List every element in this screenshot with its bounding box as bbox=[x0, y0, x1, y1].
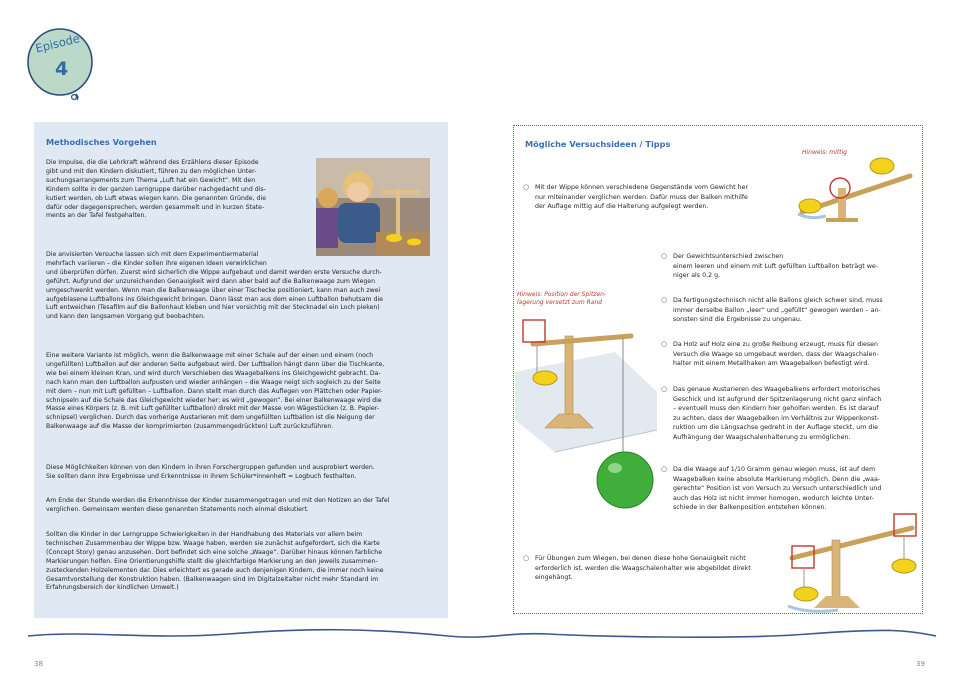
text-line: Eine weitere Variante ist möglich, wenn die Balkenwaage mit einer Schale auf der einen und einem (noch bbox=[46, 352, 374, 359]
text-line: Geschick und ist aufgrund der Spitzenlagerung nicht ganz einfach bbox=[673, 395, 882, 403]
text-line: halter mit einem Metallhaken am Waagebalken befestigt wird. bbox=[673, 360, 870, 368]
text-line: mit dem – nun mit Luft gefüllten – Luftballon. Dann stellt man durch das Auflegen von Plättchen oder Papier- bbox=[46, 387, 383, 395]
text-line: einem leeren und einem mit Luft gefüllten Luftballon beträgt we- bbox=[673, 262, 878, 270]
text-line: Diese Möglichkeiten können von den Kindern in ihren Forschergruppen gefunden und ausprobiert werden. bbox=[46, 464, 375, 471]
text-line: geführt. Aufgrund der unzureichenden Genauigkeit wird dann aber bald auf die Balkenwaage zum Wiegen bbox=[46, 277, 376, 285]
hint-offset-label bbox=[517, 291, 606, 307]
text-line: schnipsel) verglichen. Durch das vorherige Austarieren mit dem ungefüllten Luftballon ist die Neigung der bbox=[46, 414, 375, 422]
tip-practice bbox=[523, 554, 751, 583]
text-line: der Auflage mittig auf die Halterung aufgelegt werden. bbox=[535, 203, 709, 211]
tip-precision bbox=[661, 465, 881, 513]
text-line: Luft entweichen (Tesafilm auf die Ballonhaut kleben und hier vorsichtig mit der Stecknadel ein Loch pieken) bbox=[46, 304, 380, 312]
text-line: lagerung versetzt zum Rand bbox=[517, 299, 603, 306]
tip-balancing bbox=[661, 385, 881, 443]
intro-paragraph bbox=[46, 159, 266, 221]
text-line: Balkenwaage auf die Masse der komprimierten (zusammengedrückten) Luft zurückzuführen. bbox=[46, 423, 334, 431]
tip-seesaw bbox=[523, 183, 748, 212]
text-line: Das genaue Austarieren des Waagebalkens erfordert motorisches bbox=[673, 386, 881, 393]
text-line: auch das Holz ist nicht immer homogen, wodurch leichte Unter- bbox=[673, 494, 874, 502]
bullet-icon: ○ bbox=[661, 252, 668, 260]
children-experiment-photo bbox=[316, 158, 430, 256]
method-title: Methodisches Vorgehen bbox=[46, 137, 157, 147]
episode-label: Episode bbox=[34, 31, 82, 56]
text-line: kutiert werden, ob Luft etwas wiegen kann. Die genannten Gründe, die bbox=[46, 194, 266, 202]
text-line: und überprüfen dürfen. Zuerst wird sicherlich die Wippe aufgebaut und damit werden erste Versuche durch- bbox=[46, 268, 382, 276]
text-line: Die Impulse, die die Lehrkraft während des Erzählens dieser Episode bbox=[46, 159, 259, 166]
text-line: Für Übungen zum Wiegen, bei denen diese hohe Genauigkeit nicht bbox=[535, 555, 746, 562]
text-line: ungefüllten) Luftballon auf der anderen Seite aufgebaut wird. Der Luftballon hängt dann über die Tischkante, bbox=[46, 360, 385, 368]
groups-paragraph bbox=[46, 464, 375, 482]
text-line: technischen Zusammenbau der Wippe bzw. Waage haben, werden sie zunächst aufgefordert, sich die Karte bbox=[46, 539, 380, 547]
text-line: nach kann man den Luftballon aufpusten und wieder anhängen – die Waage neigt sich sogleich zu der Seite bbox=[46, 378, 381, 386]
text-line: Mit der Wippe können verschiedene Gegenstände vom Gewicht her bbox=[535, 184, 749, 191]
text-line: Da Holz auf Holz eine zu große Reibung erzeugt, muss für diesen bbox=[673, 341, 879, 348]
text-line: Am Ende der Stunde werden die Erkenntnisse der Kinder zusammengetragen und mit den Notizen an der Tafel bbox=[46, 497, 390, 504]
text-line: Markierungen helfen. Eine Orientierungshilfe stellt die gleichfarbige Markierung an den jeweils zusammen- bbox=[46, 557, 378, 565]
text-line: zu achten, dass der Waagebalken im Verhältnis zur Wippenkonst- bbox=[673, 414, 880, 422]
text-line: gibt und mit den Kindern diskutiert, führen zu den möglichen Unter- bbox=[46, 167, 257, 175]
page-number-right: 39 bbox=[916, 660, 925, 668]
text-line: Versuch die Waage so umgebaut werden, dass der Waagschalen- bbox=[673, 350, 879, 358]
bullet-icon: ○ bbox=[523, 183, 530, 191]
text-line: Die anvisierten Versuche lassen sich mit dem Experimentiermaterial bbox=[46, 251, 259, 258]
text-line: immer derselbe Ballon „leer“ und „gefüllt“ gewogen werden – an- bbox=[673, 306, 881, 314]
text-line: aufgeblasene Luftballons ins Gleichgewicht bringen. Dann lässt man aus dem einen Luftballon behutsam die bbox=[46, 295, 383, 303]
text-line: schnipseln auf die Schale das Gleichgewicht wieder her: es wird „gewogen“. Bei einer Balkenwaage wird die bbox=[46, 396, 382, 404]
text-line: Sie sollten dann ihre Ergebnisse und Erkenntnisse in ihrem Schüler*innenheft = Logbuch festhalten. bbox=[46, 472, 357, 480]
text-line: sonsten sind die Ergebnisse zu ungenau. bbox=[673, 316, 802, 324]
text-line: erforderlich ist, werden die Waagschalenhalter wie abgebildet direkt bbox=[535, 564, 751, 572]
text-line: umgeschwenkt werden. Wenn man die Balkenwaage über einer Tischecke positioniert, kann man auch zwei bbox=[46, 286, 381, 294]
text-line: gerechte“ Position ist von Versuch zu Versuch unterschiedlich und bbox=[673, 485, 882, 493]
text-line: mehrfach variieren – die Kinder sollen ihre eigenen Ideen verwirklichen bbox=[46, 259, 267, 267]
seesaw-illustration bbox=[796, 154, 920, 226]
bullet-icon: ○ bbox=[661, 296, 668, 304]
hint-centered-label: Hinweis: mittig bbox=[802, 149, 847, 156]
bullet-icon: ○ bbox=[661, 385, 668, 393]
text-line: suchungsarrangements zum Thema „Luft hat ein Gewicht“. Mit den bbox=[46, 176, 256, 184]
text-line: – eventuell muss den Kindern hier geholfen werden. Es ist darauf bbox=[673, 405, 879, 413]
tip-friction bbox=[661, 340, 879, 369]
balance-balloon-illustration bbox=[515, 312, 657, 512]
episode-number: 4 bbox=[55, 58, 69, 80]
double-pan-illustration bbox=[788, 510, 918, 614]
text-line: Da fertigungstechnisch nicht alle Ballons gleich schwer sind, muss bbox=[673, 297, 883, 304]
text-line: und kann den langsamen Vorgang gut beobachten. bbox=[46, 313, 205, 321]
wavy-divider bbox=[28, 620, 936, 650]
text-line: niger als 0,2 g. bbox=[673, 272, 721, 280]
tip-weight-difference bbox=[661, 252, 878, 281]
bullet-icon: ○ bbox=[661, 465, 668, 473]
text-line: Erfahrungsbereich der kindlichen Umwelt.) bbox=[46, 584, 179, 592]
text-line: schiede in der Balkenposition entstehen können. bbox=[673, 504, 827, 512]
text-line: wie bei einem kleinen Kran, und wird durch Verschieben des Waagebalkens ins Gleichgewicht gebracht. Da- bbox=[46, 369, 381, 377]
text-line: Waagebalken keine absolute Markierung möglich. Denn die „waa- bbox=[673, 475, 881, 483]
text-line: Da die Waage auf 1/10 Gramm genau wiegen muss, ist auf dem bbox=[673, 466, 876, 473]
tips-title: Mögliche Versuchsideen / Tipps bbox=[525, 139, 671, 149]
help-paragraph bbox=[46, 531, 384, 593]
bullet-icon: ○ bbox=[661, 340, 668, 348]
text-line: dafür oder dagegensprechen, werden gesammelt und in kurzen State- bbox=[46, 203, 265, 211]
experiment-paragraph bbox=[46, 251, 383, 322]
page-number-left: 38 bbox=[34, 660, 43, 668]
text-line: Gesamtvorstellung der Konstruktion haben. (Balkenwaagen sind im Digitalzeitalter nicht mehr Standard im bbox=[46, 575, 379, 583]
text-line: Hinweis: Position der Spitzen- bbox=[517, 291, 607, 298]
text-line: Kindern sollte in der ganzen Lerngruppe darüber nachgedacht und dis- bbox=[46, 185, 266, 193]
text-line: (Concept Story) genau anzusehen. Dort befindet sich eine solche „Waage“. Darüber hinaus können farbliche bbox=[46, 548, 383, 556]
text-line: Aufhängung der Waagschalenhalterung zu ermöglichen. bbox=[673, 433, 851, 441]
text-line: verglichen. Gemeinsam werden diese genannten Statements noch einmal diskutiert. bbox=[46, 505, 309, 513]
text-line: Sollten die Kinder in der Lerngruppe Schwierigkeiten in der Handhabung des Materials vor allem beim bbox=[46, 531, 363, 538]
text-line: Masse eines Körpers (z. B. mit Luft gefüllter Luftballon) direkt mit der Masse von Wägestücken (z. B. Papier- bbox=[46, 405, 380, 413]
text-line: ruktion um die Längsachse gedreht in der Auflage steckt, um die bbox=[673, 424, 878, 432]
tip-same-balloon bbox=[661, 296, 883, 325]
summary-paragraph bbox=[46, 497, 389, 515]
bullet-icon: ○ bbox=[523, 554, 530, 562]
text-line: Der Gewichtsunterschied zwischen bbox=[673, 253, 784, 260]
text-line: eingehängt. bbox=[535, 574, 573, 582]
text-line: zusteckenden Holzelementen dar. Dies erleichtert es gerade auch denjenigen Kindern, die immer noch keine bbox=[46, 566, 384, 574]
text-line: nur miteinander verglichen werden. Dafür muss der Balken mithilfe bbox=[535, 193, 748, 201]
text-line: ments an der Tafel festgehalten. bbox=[46, 212, 147, 220]
variant-paragraph bbox=[46, 352, 384, 432]
